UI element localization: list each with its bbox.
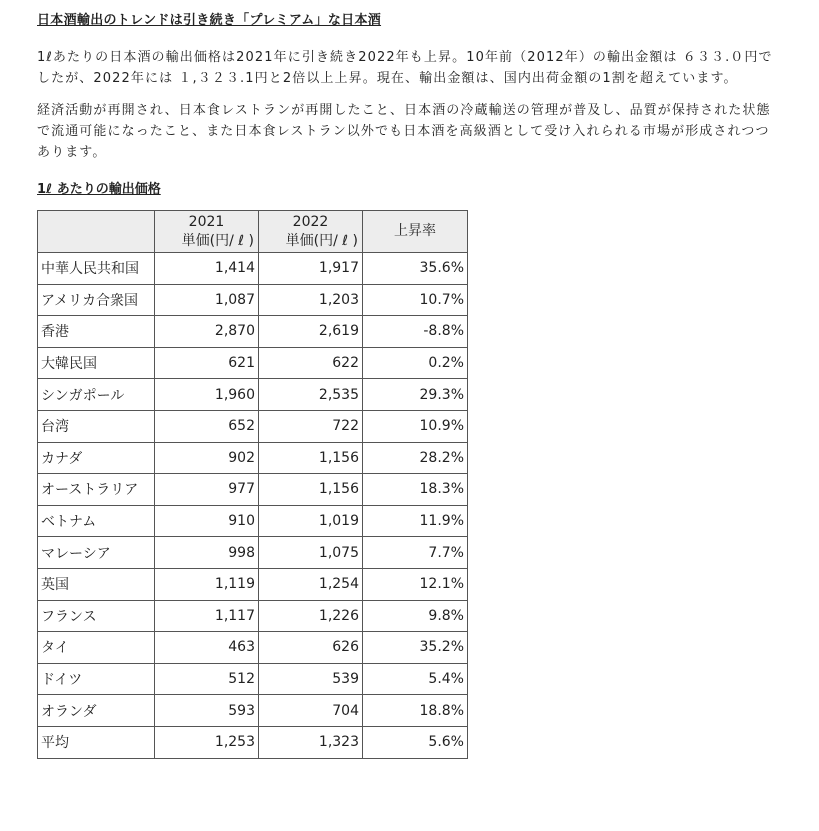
country-cell: シンガポール [38,379,155,411]
country-cell: 平均 [38,726,155,758]
country-cell: フランス [38,600,155,632]
price-2021-cell: 1,253 [155,726,259,758]
country-cell: タイ [38,632,155,664]
price-2022-cell: 1,019 [259,505,363,537]
country-cell: ドイツ [38,663,155,695]
increase-rate-cell: -8.8% [363,316,468,348]
country-cell: マレーシア [38,537,155,569]
price-2022-cell: 1,156 [259,442,363,474]
increase-rate-cell: 29.3% [363,379,468,411]
price-2021-cell: 902 [155,442,259,474]
country-cell: 中華人民共和国 [38,253,155,285]
price-2022-cell: 622 [259,347,363,379]
price-2021-cell: 977 [155,474,259,506]
price-2021-cell: 1,960 [155,379,259,411]
table-body [38,253,468,759]
increase-rate-cell: 9.8% [363,600,468,632]
table-row [38,663,468,695]
context-paragraph: 経済活動が再開され、日本食レストランが再開したこと、日本酒の冷蔵輸送の管理が普及し、品質が保持された状態で流通可能になったこと、また日本食レストラン以外でも日本酒を高級酒として受け入れられる市場が形成されつつあります。 [37,103,771,160]
table-row [38,726,468,758]
article [37,12,782,759]
increase-rate-cell: 35.2% [363,632,468,664]
country-cell: 台湾 [38,410,155,442]
price-2021-cell: 998 [155,537,259,569]
price-2022-cell: 539 [259,663,363,695]
country-cell: ベトナム [38,505,155,537]
increase-rate-cell: 28.2% [363,442,468,474]
table-row [38,537,468,569]
table-row [38,505,468,537]
price-2022-cell: 1,917 [259,253,363,285]
table-row [38,600,468,632]
price-2021-cell: 2,870 [155,316,259,348]
increase-rate-cell: 7.7% [363,537,468,569]
country-cell: オーストラリア [38,474,155,506]
price-2022-cell: 2,619 [259,316,363,348]
header-2022 [259,211,363,253]
price-2021-cell: 463 [155,632,259,664]
price-2021-cell: 1,119 [155,568,259,600]
price-2022-cell: 2,535 [259,379,363,411]
header-2021-unit: 単価(円/ ℓ ) [181,232,254,249]
price-2022-cell: 1,226 [259,600,363,632]
country-cell: オランダ [38,695,155,727]
country-cell: カナダ [38,442,155,474]
table-row [38,347,468,379]
price-2022-cell: 704 [259,695,363,727]
table-row [38,632,468,664]
table-title: 1ℓ あたりの輸出価格 [37,182,161,197]
price-2022-cell: 1,156 [259,474,363,506]
header-country [38,211,155,253]
price-2021-cell: 512 [155,663,259,695]
header-2022-unit: 単価(円/ ℓ ) [285,232,358,249]
increase-rate-cell: 18.8% [363,695,468,727]
table-row [38,474,468,506]
increase-rate-cell: 0.2% [363,347,468,379]
table-row [38,379,468,411]
table-header-row [38,211,468,253]
price-2021-cell: 1,414 [155,253,259,285]
increase-rate-cell: 12.1% [363,568,468,600]
price-2021-cell: 1,087 [155,284,259,316]
increase-rate-cell: 10.9% [363,410,468,442]
table-row [38,442,468,474]
table-row [38,316,468,348]
price-2021-cell: 910 [155,505,259,537]
header-2021 [155,211,259,253]
price-2022-cell: 626 [259,632,363,664]
increase-rate-cell: 18.3% [363,474,468,506]
header-2021-year: 2021 [188,213,225,230]
price-2022-cell: 1,254 [259,568,363,600]
price-2021-cell: 621 [155,347,259,379]
increase-rate-cell: 35.6% [363,253,468,285]
increase-rate-cell: 10.7% [363,284,468,316]
export-price-table [37,210,468,759]
increase-rate-cell: 11.9% [363,505,468,537]
table-row [38,695,468,727]
article-headline: 日本酒輸出のトレンドは引き続き「プレミアム」な日本酒 [37,13,382,28]
price-2022-cell: 1,323 [259,726,363,758]
price-2022-cell: 722 [259,410,363,442]
price-2022-cell: 1,075 [259,537,363,569]
header-rate: 上昇率 [363,211,468,253]
country-cell: 香港 [38,316,155,348]
header-2022-year: 2022 [292,213,329,230]
price-2022-cell: 1,203 [259,284,363,316]
table-row [38,284,468,316]
price-2021-cell: 593 [155,695,259,727]
country-cell: 大韓民国 [38,347,155,379]
table-row [38,410,468,442]
country-cell: アメリカ合衆国 [38,284,155,316]
country-cell: 英国 [38,568,155,600]
increase-rate-cell: 5.6% [363,726,468,758]
table-row [38,568,468,600]
price-2021-cell: 1,117 [155,600,259,632]
table-row [38,253,468,285]
price-2021-cell: 652 [155,410,259,442]
increase-rate-cell: 5.4% [363,663,468,695]
intro-paragraph: 1ℓあたりの日本酒の輸出価格は2021年に引き続き2022年も上昇。10年前（2012年）の輸出金額は ６３３.０円でしたが、2022年には １,３２３.1円と2倍以上上昇。現在、輸出金額は、国内出荷金額の1割を超えています。 [37,50,773,86]
